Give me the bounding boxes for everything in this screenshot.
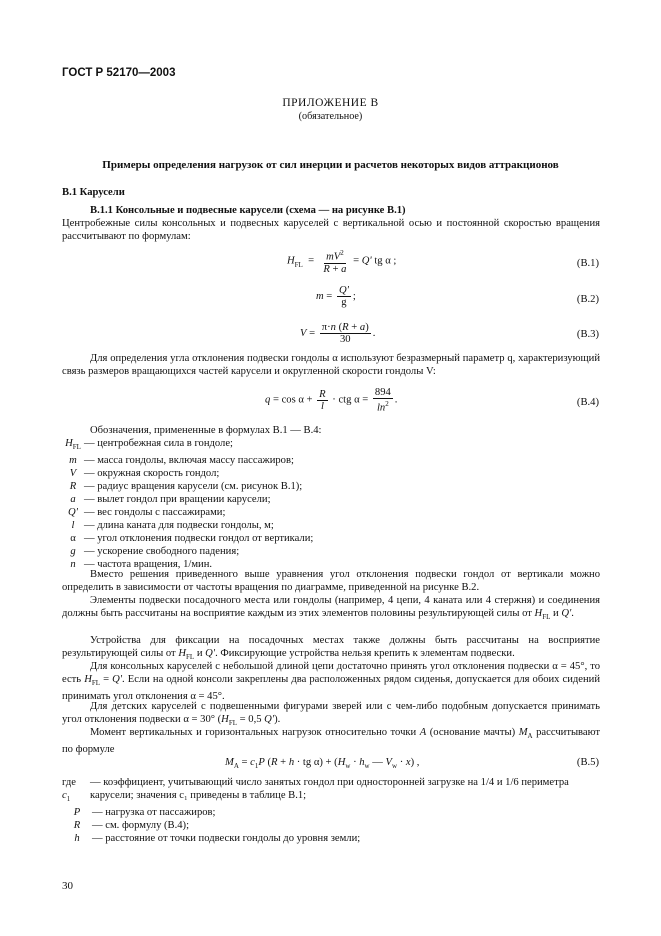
- legend-item: R — радиус вращения карусели (см. рисунок В.1);: [69, 481, 303, 493]
- paragraph-5: Устройства для фиксации на посадочных местах также должны быть рассчитаны на восприятие результирующей силы от $H_{FL}$ и Q'. Фиксирующие устройства нельзя крепить к элементам подвески.: [62, 635, 600, 662]
- legend-intro: Обозначения, примененные в формулах В.1 — В.4:: [90, 425, 322, 436]
- legend-item: $H_{FL}$ — центробежная сила в гондоле;: [65, 438, 233, 452]
- legend-item: n — частота вращения, 1/мин.: [70, 559, 213, 571]
- legend2-list: [62, 776, 600, 845]
- subsection-b1: В.1 Карусели: [62, 187, 125, 198]
- legend-item: α — угол отклонения подвески гондол от вертикали;: [70, 533, 314, 545]
- paragraph-3: Вместо решения приведенного выше уравнения угол отклонения подвески гондол от вертикали можно определить в зависимости от частоты вращения по диаграмме, приведенной на рисунке В.2.: [62, 569, 600, 593]
- legend-item: g — ускорение свободного падения;: [70, 546, 240, 558]
- legend-item: V — окружная скорость гондол;: [69, 468, 220, 480]
- paragraph-6: Для консольных каруселей с небольшой длиной цепи достаточно принять угол отклонения подвески α = 45°, то есть $H_{FL} = Q'$. Если на одной консоли закреплены два расположенных рядом сиденья, допускается для обоих сидений принимать угол отклонения α = 45°.: [62, 661, 600, 703]
- paragraph-4: Элементы подвески посадочного места или гондолы (например, 4 цепи, 4 каната или 4 стержня) и соединения должны быть рассчитаны на восприятие каждым из этих элементов половины результирующей силы от $H_{FL}$ и Q'.: [62, 595, 600, 622]
- equation-b5: $M_A = c_1P$ (R + h · tg $\alpha) + (H_w \cdot h_w$ — $V_w \cdot x$) ,: [225, 757, 420, 771]
- equation-number-b4: (В.4): [576, 397, 599, 408]
- legend2-item: где $c_1$ — коэффициент, учитывающий число занятых гондол при односторонней загрузке на 1/4 и 1/6 периметра карусели; значения c₁ приведены в таблице В.1;: [62, 777, 569, 804]
- document-header: ГОСТ Р 52170—2003: [62, 67, 176, 79]
- paragraph-1: Центробежные силы консольных и подвесных каруселей с вертикальной осью и постоянной скоростью вращения рассчитывают по формулам:: [62, 218, 600, 242]
- appendix-note: (обязательное): [298, 111, 363, 122]
- legend2-item: h — расстояние от точки подвески гондолы до уровня земли;: [74, 833, 361, 845]
- equation-b4: q = cos α + $\frac{R}{l}$ · ctg α = $\frac{894}{\ln^2}$ .: [265, 387, 398, 414]
- equation-number-b1: (В.1): [576, 258, 599, 269]
- legend2-item: R — см. формулу (В.4);: [73, 820, 190, 832]
- page-number: 30: [62, 880, 73, 892]
- equation-b1: $H_{FL}$ = $\frac{mV^2}{R + a}$ = Q' tg α ;: [287, 249, 397, 275]
- legend-item: l — длина каната для подвески гондолы, м;: [71, 520, 274, 532]
- equation-number-b5: (В.5): [576, 757, 599, 768]
- legend-list: [62, 437, 600, 571]
- paragraph-b11: [62, 204, 600, 243]
- appendix-title: ПРИЛОЖЕНИЕ В: [282, 97, 379, 109]
- legend-item: m — масса гондолы, включая массу пассажиров;: [69, 455, 294, 467]
- paragraph-7: Для детских каруселей с подвешенными фигурами зверей или с чем-либо подобным допускается принимать угол отклонения подвески α = 30° ($H_{FL} = 0,5$ Q').: [62, 701, 600, 728]
- subsection-b11-heading: В.1.1 Консольные и подвесные карусели (схема — на рисунке В.1): [90, 205, 406, 216]
- legend-item: a — вылет гондол при вращении карусели;: [70, 494, 271, 506]
- paragraph-8: Момент вертикальных и горизонтальных нагрузок относительно точки A (основание мачты) $M_A$ рассчитывают по формуле: [62, 727, 601, 756]
- legend-item: Q' — вес гондолы с пассажирами;: [68, 507, 226, 519]
- equation-number-b2: (В.2): [576, 294, 599, 305]
- section-title: Примеры определения нагрузок от сил инерции и расчетов некоторых видов аттракционов: [102, 159, 559, 171]
- equation-number-b3: (В.3): [576, 329, 599, 340]
- equation-b3: V = $\frac{\pi\cdot n (R + a)}{30}$ .: [300, 322, 376, 345]
- equation-b2: m = $\frac{Q'}{g}$ ;: [316, 285, 356, 308]
- legend2-item: P — нагрузка от пассажиров;: [73, 807, 216, 819]
- paragraph-2: Для определения угла отклонения подвески гондолы α используют безразмерный параметр q, характеризующий связь размеров вращающихся частей карусели и округленной скорости гондолы V:: [62, 353, 600, 377]
